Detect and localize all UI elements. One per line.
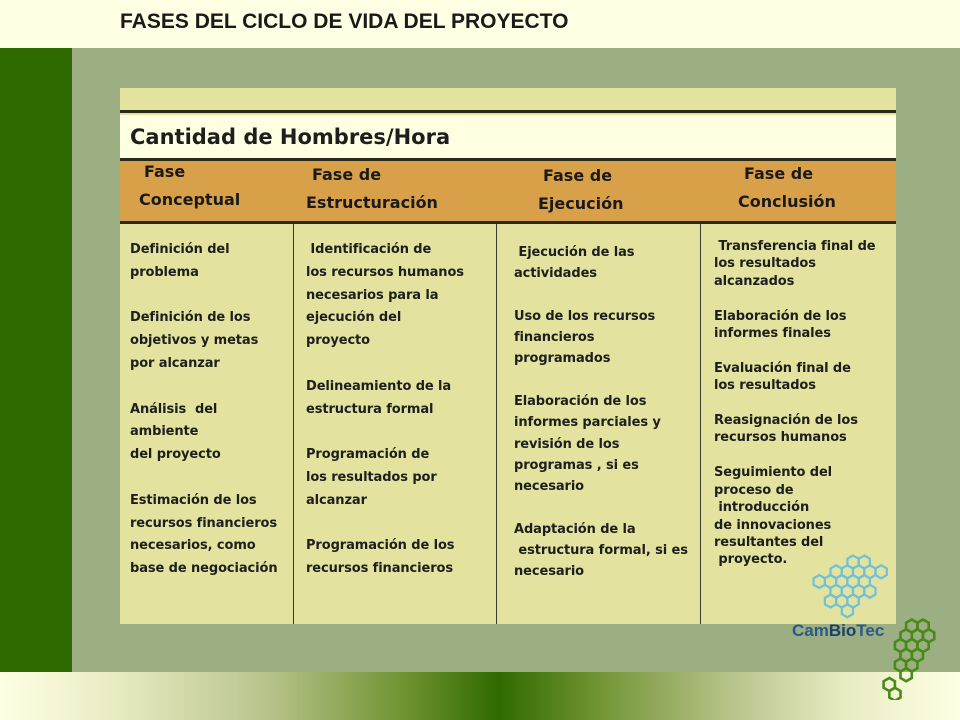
column-line: objetivos y metas <box>130 333 259 349</box>
column-line: proceso de <box>714 482 794 498</box>
logo-hexagon <box>864 585 875 598</box>
logo-hexagon <box>842 604 853 617</box>
column-line: Programación de los <box>306 538 455 554</box>
column-line: los resultados por <box>306 469 437 485</box>
column-line: Elaboración de los <box>514 394 647 410</box>
column-line: actividades <box>514 266 597 282</box>
column-line: Programación de <box>306 447 430 463</box>
column-line: Adaptación de la <box>514 521 636 537</box>
left-accent-bar <box>0 48 72 672</box>
column-ejecucion <box>514 242 688 583</box>
column-line: problema <box>130 264 199 280</box>
column-line: necesarios para la <box>306 287 439 303</box>
column-line: estructura formal <box>306 401 434 417</box>
column-line: necesario <box>514 479 585 495</box>
column-line <box>714 290 876 307</box>
column-line <box>130 467 278 490</box>
column-line: recursos financieros <box>130 515 277 531</box>
column-line: ambiente <box>130 424 199 440</box>
cambiotec-logo <box>778 540 958 700</box>
phase-3-line2: Ejecución <box>538 194 624 213</box>
column-line: Delineamiento de la <box>306 378 452 394</box>
column-line: base de negociación <box>130 561 278 577</box>
phase-2-line2: Estructuración <box>306 193 438 212</box>
column-line: recursos humanos <box>714 430 847 446</box>
column-line: los resultados <box>714 378 816 394</box>
column-line: alcanzados <box>714 273 795 289</box>
column-line: proyecto <box>306 333 370 349</box>
logo-text-tec: Tec <box>856 621 885 640</box>
column-line <box>514 370 688 391</box>
column-line: recursos financieros <box>306 561 453 577</box>
logo-text-cam: Cam <box>792 621 829 640</box>
table-header <box>120 115 896 158</box>
column-line: Reasignación de los <box>714 413 858 429</box>
column-line: informes finales <box>714 326 831 342</box>
divider-phases <box>120 221 896 224</box>
column-line: por alcanzar <box>130 355 220 371</box>
column-line: Transferencia final de <box>714 239 876 254</box>
column-line <box>306 513 464 536</box>
logo-hexagon <box>825 595 836 608</box>
column-line: financieros <box>514 330 595 346</box>
column-line: Identificación de <box>306 242 432 257</box>
column-line: revisión de los <box>514 436 620 452</box>
logo-hexagon <box>901 668 912 681</box>
column-line: Evaluación final de <box>714 360 851 376</box>
column-line: estructura formal, si es <box>514 543 688 559</box>
logo-hexagon <box>876 565 887 578</box>
column-line: introducción <box>714 500 810 516</box>
column-line: Ejecución de las <box>514 245 635 260</box>
column-divider-2 <box>496 224 497 624</box>
column-line: proyecto. <box>714 552 788 568</box>
phase-1-line2: Conceptual <box>139 190 241 209</box>
column-line <box>714 342 876 359</box>
table-header-label: Cantidad de Hombres/Hora <box>130 125 451 149</box>
column-line <box>306 353 464 376</box>
phase-4-line2: Conclusión <box>738 192 836 211</box>
column-line <box>714 395 876 412</box>
phase-2-line1: Fase de <box>312 165 382 184</box>
logo-hex-map-icon <box>884 620 935 701</box>
column-line: Definición de los <box>130 310 251 326</box>
column-conceptual <box>130 239 278 581</box>
column-line: resultantes del <box>714 534 824 550</box>
logo-text-bio: Bio <box>828 621 857 640</box>
logo-hex-pattern-icon <box>814 556 887 618</box>
column-line <box>130 376 278 399</box>
column-estructuracion <box>306 239 464 581</box>
column-conclusion <box>714 238 876 569</box>
column-line: Elaboración de los <box>714 308 847 324</box>
column-line <box>514 285 688 306</box>
column-divider-1 <box>293 224 294 624</box>
column-line <box>714 447 876 464</box>
column-line: los recursos humanos <box>306 264 464 280</box>
column-line: programas , si es <box>514 457 639 473</box>
logo-wordmark <box>792 621 884 640</box>
logo-hexagon <box>814 575 825 588</box>
page-title: FASES DEL CICLO DE VIDA DEL PROYECTO <box>120 10 569 33</box>
column-line: Definición del <box>130 242 230 257</box>
column-line: Uso de los recursos <box>514 308 656 324</box>
phase-4-line1: Fase de <box>744 164 814 183</box>
phase-1-line1: Fase <box>144 162 186 181</box>
column-line: alcanzar <box>306 492 367 508</box>
column-line: Seguimiento del <box>714 465 833 481</box>
column-line: Análisis del <box>130 401 218 417</box>
column-line: informes parciales y <box>514 415 661 431</box>
column-line: Estimación de los <box>130 492 257 508</box>
column-line: del proyecto <box>130 447 221 463</box>
column-line <box>514 498 688 519</box>
column-divider-3 <box>700 224 701 624</box>
phase-3-line1: Fase de <box>543 166 613 185</box>
column-line: de innovaciones <box>714 517 832 533</box>
column-line: programados <box>514 351 611 367</box>
column-line <box>130 285 278 308</box>
column-line: ejecución del <box>306 310 402 326</box>
column-line: necesarios, como <box>130 538 256 554</box>
logo-hexagon <box>889 688 900 700</box>
column-line <box>306 421 464 444</box>
column-line: los resultados <box>714 256 816 272</box>
column-line: necesario <box>514 564 585 580</box>
divider-top <box>120 110 896 113</box>
